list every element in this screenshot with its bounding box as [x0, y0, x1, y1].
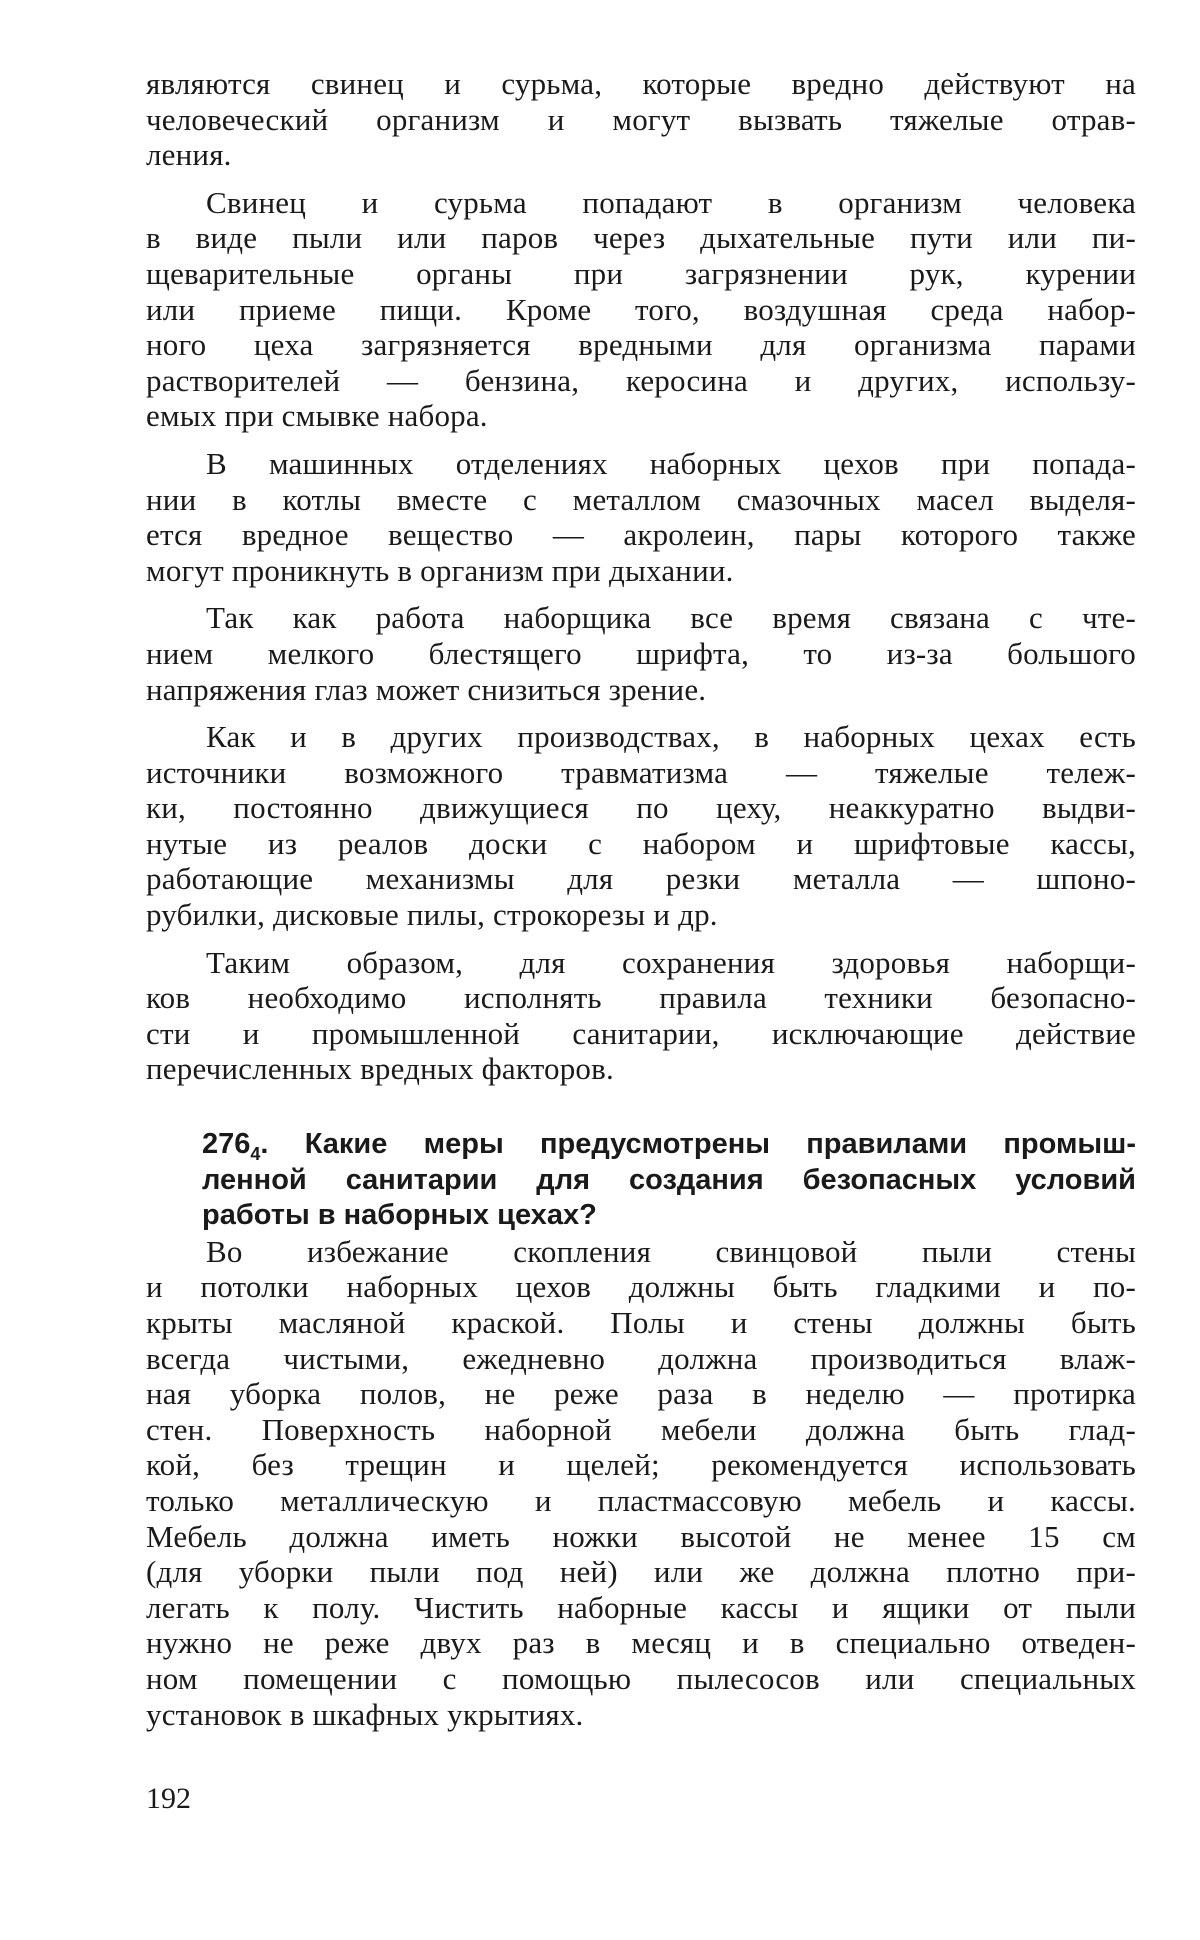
- paragraph-line: работающие механизмы для резки металла — шпоно-: [146, 861, 1136, 897]
- answer-line: Мебель должна иметь ножки высотой не менее 15 см: [146, 1518, 1136, 1554]
- answer-line: только металлическую и пластмассовую мебель и кассы.: [146, 1482, 1136, 1518]
- paragraph-line: могут проникнуть в организм при дыхании.: [146, 552, 734, 588]
- answer-line: ная уборка полов, не реже раза в неделю — протирка: [146, 1376, 1136, 1412]
- paragraph-line: В машинных отделениях наборных цехов при попада-: [206, 445, 1136, 481]
- paragraph: [146, 66, 1136, 173]
- answer-line: и потолки наборных цехов должны быть гладкими и по-: [146, 1269, 1136, 1305]
- paragraph: [146, 446, 1136, 588]
- question-number-subscript: 4: [250, 1143, 261, 1164]
- paragraph-line: ков необходимо исполнять правила техники безопасно-: [146, 980, 1136, 1016]
- answer-line: кой, без трещин и щелей; рекомендуется использовать: [146, 1447, 1136, 1483]
- answer-line: крыты масляной краской. Полы и стены должны быть: [146, 1305, 1136, 1340]
- paragraph-line: рубилки, дисковые пилы, строкорезы и др.: [146, 897, 718, 933]
- paragraph-line: щеварительные органы при загрязнении рук, курении: [146, 255, 1136, 291]
- paragraph-line: человеческий организм и могут вызвать тяжелые отрав-: [146, 101, 1136, 137]
- paragraph-line: Таким образом, для сохранения здоровья наборщи-: [206, 944, 1136, 980]
- paragraph-line: ного цеха загрязняется вредными для организма парами: [146, 327, 1136, 363]
- paragraph-line: перечисленных вредных факторов.: [146, 1051, 614, 1087]
- answer-line: (для уборки пыли под ней) или же должна плотно при-: [146, 1554, 1136, 1590]
- paragraph: [146, 185, 1136, 434]
- answer-line: легать к полу. Чистить наборные кассы и ящики от пыли: [146, 1589, 1136, 1625]
- question-number: 276: [202, 1128, 251, 1161]
- answer-line: ном помещении с помощью пылесосов или специальных: [146, 1660, 1136, 1696]
- paragraph-line: нием мелкого блестящего шрифта, то из-за большого: [146, 635, 1136, 671]
- paragraph-line: напряжения глаз может снизиться зрение.: [146, 671, 707, 707]
- paragraph-line: нутые из реалов доски с набором и шрифтовые кассы,: [146, 825, 1136, 861]
- paragraph: [146, 600, 1136, 707]
- heading-line: ленной санитарии для создания безопасных условий: [202, 1163, 1136, 1196]
- answer-paragraph: [146, 1234, 1136, 1732]
- paragraph-line: Свинец и сурьма попадают в организм человека: [206, 184, 1136, 220]
- paragraph-line: являются свинец и сурьма, которые вредно действуют на: [146, 66, 1136, 101]
- answer-line: установок в шкафных укрытиях.: [146, 1696, 584, 1732]
- paragraph-line: ется вредное вещество — акролеин, пары которого также: [146, 517, 1136, 553]
- paragraph-line: Как и в других производствах, в наборных цехах есть: [206, 719, 1136, 755]
- page-body: [146, 66, 1136, 1744]
- answer-line: стен. Поверхность наборной мебели должна быть глад-: [146, 1411, 1136, 1447]
- paragraph-line: или приеме пищи. Кроме того, воздушная среда набор-: [146, 291, 1136, 327]
- heading-line: [202, 1127, 1136, 1163]
- paragraph: [146, 945, 1136, 1087]
- answer-line: Во избежание скопления свинцовой пыли стены: [206, 1233, 1136, 1269]
- page-number: 192: [146, 1782, 191, 1815]
- paragraph-line: нии в котлы вместе с металлом смазочных масел выделя-: [146, 481, 1136, 517]
- paragraph-line: ки, постоянно движущиеся по цеху, неаккуратно выдви-: [146, 790, 1136, 826]
- paragraph-line: в виде пыли или паров через дыхательные пути или пи-: [146, 220, 1136, 256]
- paragraph-line: емых при смывке набора.: [146, 398, 488, 434]
- paragraph-line: Так как работа наборщика все время связана с чте-: [206, 600, 1136, 636]
- paragraph-line: ления.: [146, 137, 232, 173]
- paragraph-line: растворителей — бензина, керосина и других, использу-: [146, 362, 1136, 398]
- answer-line: всегда чистыми, ежедневно должна производиться влаж-: [146, 1340, 1136, 1376]
- paragraph-line: источники возможного травматизма — тяжелые тележ-: [146, 754, 1136, 790]
- paragraph: [146, 719, 1136, 933]
- heading-line: работы в наборных цехах?: [202, 1199, 597, 1232]
- heading-text: . Какие меры предусмотрены правилами промыш-: [260, 1128, 1136, 1161]
- body-text: [146, 66, 1136, 1087]
- answer-line: нужно не реже двух раз в месяц и в специально отведен-: [146, 1625, 1136, 1661]
- question-heading: [146, 1127, 1136, 1234]
- paragraph-line: сти и промышленной санитарии, исключающие действие: [146, 1015, 1136, 1051]
